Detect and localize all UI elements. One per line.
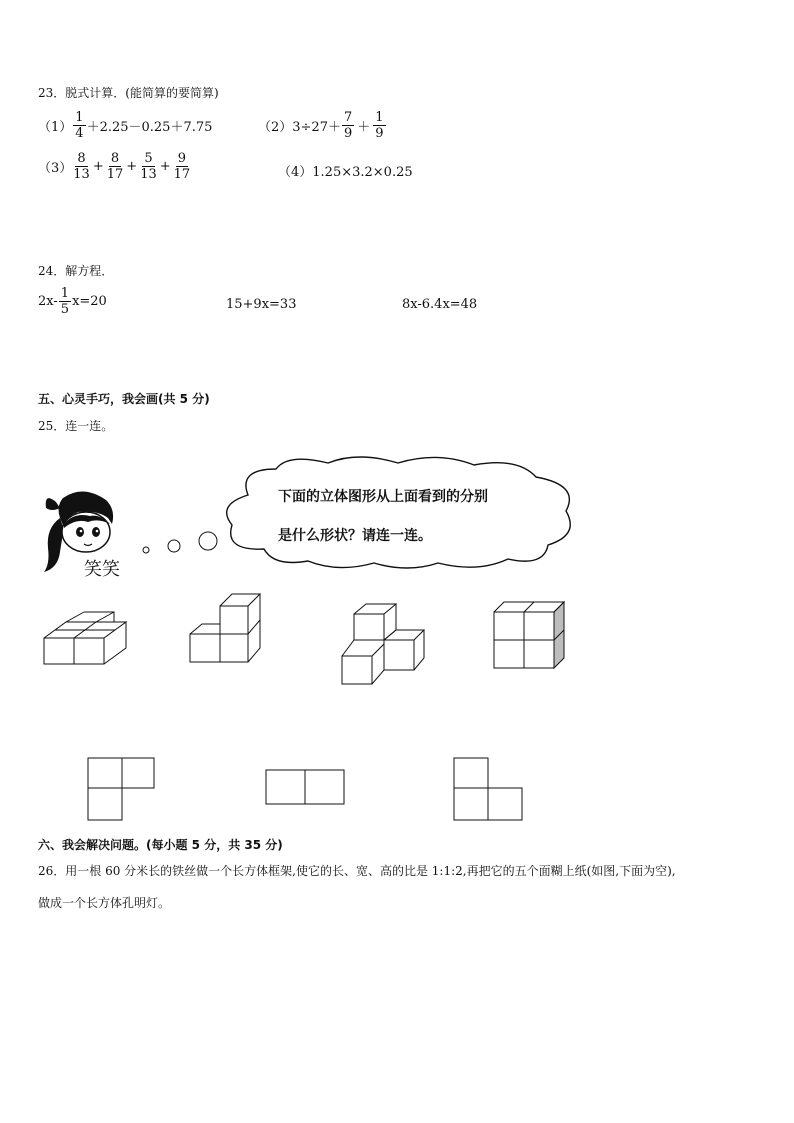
cloud-text-line2: 是什么形状？请连一连。 bbox=[278, 528, 432, 544]
q23-title: 23．脱式计算．(能简算的要简算) bbox=[38, 86, 219, 100]
top-view-shape-3 bbox=[452, 756, 526, 822]
q24-equation-2: 15+9x=33 bbox=[226, 297, 297, 312]
fraction: $\frac{7}{9}$ bbox=[343, 110, 353, 141]
equation-text: 2x- bbox=[38, 294, 58, 309]
fraction: $\frac{8}{13}$ bbox=[73, 151, 90, 182]
fraction: $\frac{5}{13}$ bbox=[140, 151, 157, 182]
q23-p1-label: （1） bbox=[38, 120, 73, 135]
plus-sign: + bbox=[159, 159, 171, 174]
plus-sign: + bbox=[126, 159, 138, 174]
q25-title: 25．连一连。 bbox=[38, 419, 114, 433]
solid-figure-3 bbox=[338, 600, 422, 688]
section-5-title: 五、心灵手巧，我会画(共 5 分) bbox=[38, 392, 210, 406]
q23-part1 bbox=[38, 110, 212, 141]
q24-equation-1 bbox=[38, 286, 107, 317]
thought-bubbles bbox=[140, 530, 220, 560]
q26-line1: 26．用一根 60 分米长的铁丝做一个长方体框架,使它的长、宽、高的比是 1:1:2,再把它的五个面糊上纸(如图,下面为空), bbox=[38, 864, 676, 878]
cloud-text-line1: 下面的立体图形从上面看到的分别 bbox=[278, 489, 488, 505]
equation-text: x=20 bbox=[72, 294, 107, 309]
solid-figure-2 bbox=[186, 590, 266, 666]
girl-caption: 笑笑 bbox=[84, 559, 120, 580]
fraction: $\frac{1}{4}$ bbox=[75, 110, 84, 141]
q23-part2 bbox=[258, 110, 387, 141]
q24-title: 24．解方程． bbox=[38, 264, 114, 278]
q23-p3-label: （3） bbox=[38, 161, 73, 176]
q23-part4: （4）1.25×3.2×0.25 bbox=[278, 165, 413, 180]
solid-figure-1 bbox=[40, 608, 124, 668]
solid-figure-4 bbox=[490, 600, 570, 672]
q24-equation-3: 8x-6.4x=48 bbox=[402, 297, 478, 312]
cloud-shape bbox=[218, 455, 580, 573]
fraction: $\frac{8}{17}$ bbox=[106, 151, 124, 182]
top-view-shape-2 bbox=[264, 768, 346, 806]
fraction: $\frac{1}{9}$ bbox=[375, 110, 384, 141]
plus-sign: ＋ bbox=[357, 120, 371, 135]
fraction: $\frac{1}{5}$ bbox=[60, 286, 70, 317]
section-6-title: 六、我会解决问题。(每小题 5 分，共 35 分) bbox=[38, 838, 283, 852]
fraction: $\frac{9}{17}$ bbox=[173, 151, 191, 182]
q23-part3 bbox=[38, 151, 191, 182]
q26-line2: 做成一个长方体孔明灯。 bbox=[38, 896, 171, 910]
plus-sign: + bbox=[92, 159, 104, 174]
q23-p1-rest: ＋2.25－0.25＋7.75 bbox=[86, 120, 213, 135]
q23-p2-label: （2）3÷27＋ bbox=[258, 120, 341, 135]
top-view-shape-1 bbox=[86, 756, 158, 822]
